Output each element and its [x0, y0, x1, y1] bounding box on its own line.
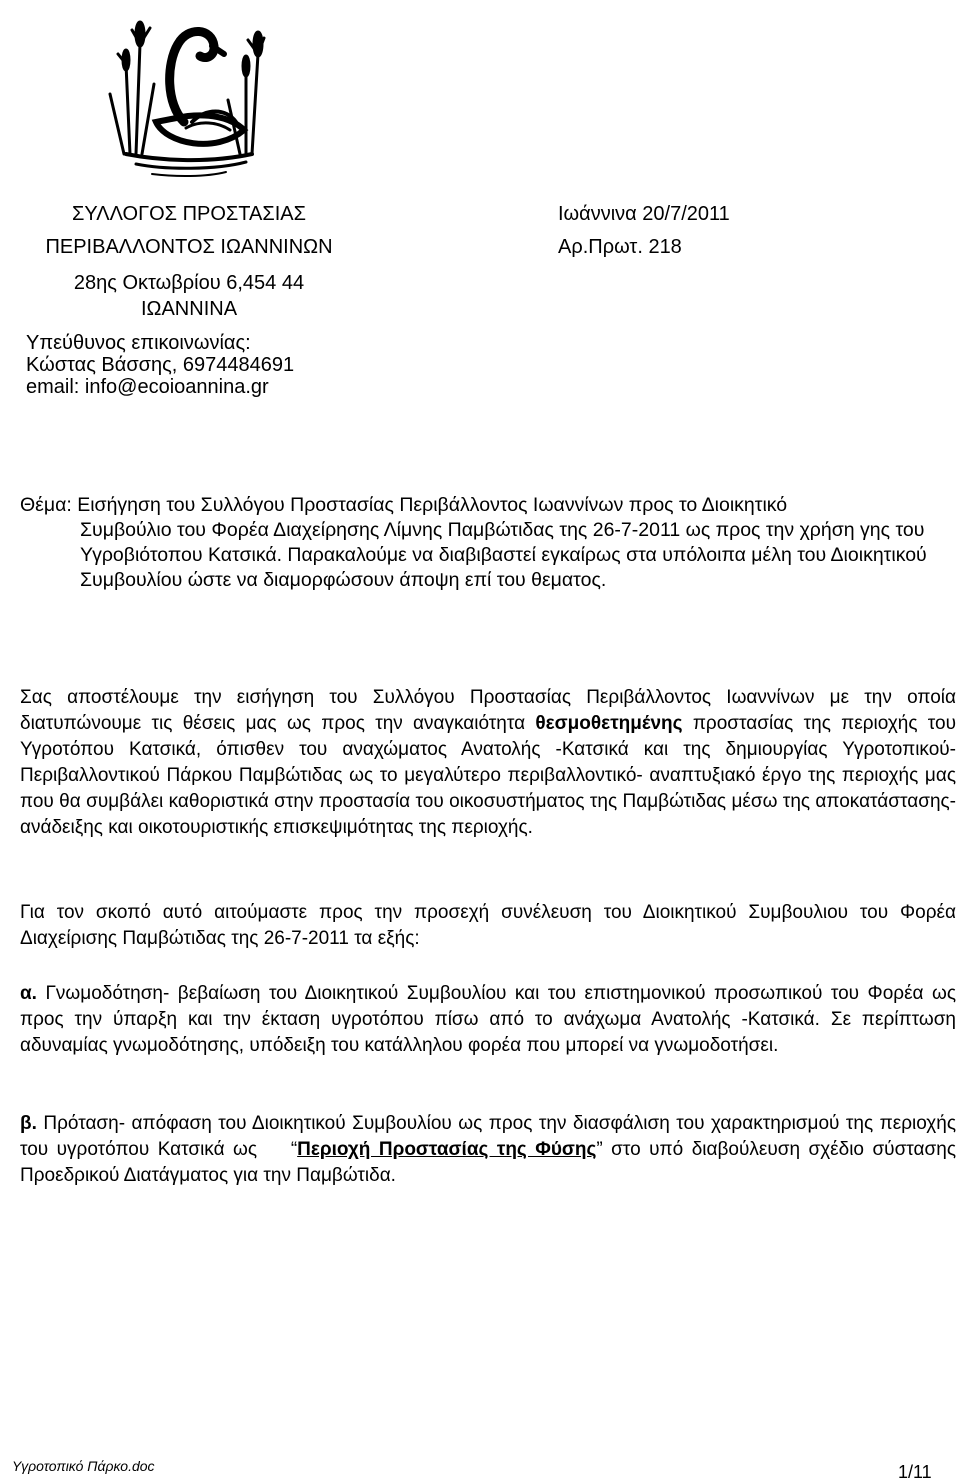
page-number: 1/11: [898, 1462, 932, 1482]
item-b-marker: β.: [20, 1113, 37, 1134]
organization-logo: [96, 4, 268, 178]
contact-email: email: info@ecoioannina.gr: [26, 376, 269, 398]
sender-address: [24, 270, 354, 322]
contact-person: Κώστας Βάσσης, 6974484691: [26, 354, 295, 376]
sender-name-line2: ΠΕΡΙΒΑΛΛΟΝΤΟΣ ΙΩΑΝΝΙΝΩΝ: [45, 236, 333, 258]
item-a-text: Γνωμοδότηση- βεβαίωση του Διοικητικού Συμβουλίου και του επιστημονικού προσωπικού του Φορέα ως προς την ύπαρξη και την έκταση υγροτόπου πίσω από το ανάχωμα Ανατολής -Κατσικά. Σε περίπτωση αδυναμίας γνωμοδότησης, υπόδειξη του κατάλληλου φορέα που μπορεί να γνωμοδοτήσει.: [20, 983, 956, 1056]
sender-city: ΙΩΑΝΝΙΝΑ: [140, 298, 238, 320]
subject-first-line: Θέμα: Εισήγηση του Συλλόγου Προστασίας Περιβάλλοντος Ιωαννίνων προς το Διοικητικό: [20, 494, 788, 516]
item-b-bold: Περιοχή Προστασίας της Φύσης: [297, 1139, 597, 1160]
item-b-text-a: Πρόταση- απόφαση του Διοικητικού Συμβουλίου ως προς την διασφάλιση του χαρακτηρισμού της περιοχής του υγροτόπου Κατσικά ως “: [20, 1113, 956, 1160]
paragraph-item-a: [20, 981, 956, 1059]
subject-rest: Συμβούλιο του Φορέα Διαχείρησης Λίμνης Παμβώτιδας της 26-7-2011 ως προς την χρήση γης του Υγροβιότοπου Κατσικά. Παρακαλούμε να διαβιβαστεί εγκαίρως στα υπόλοιπα μέλη του Διοικητικού Συμβουλίου ώστε να διαμορφώσουν άποψη επί του θεματος.: [80, 519, 927, 591]
sender-contact: [24, 332, 354, 398]
paragraph-intro-text-b: προστασίας της περιοχής του Υγροτόπου Κατσικά, όπισθεν του αναχώματος Ανατολής -Κατσικά και της δημιουργίας Υγροτοπικού- Περιβαλλοντικού Πάρκου Παμβώτιδας ως το μεγαλύτερο περιβαλλοντικό- αναπτυξιακό έργο της περιοχής μας που θα συμβάλει καθοριστικά στην προστασία του οικοσυστήματος της Παμβώτιδας μέσω της αποκατάστασης- ανάδειξης και οικοτουριστικής επισκεψιμότητας της περιοχής.: [20, 713, 957, 838]
swan-logo-icon: [96, 4, 268, 178]
subject-block: [20, 493, 940, 593]
footer-filename: Υγροτοπικό Πάρκο.doc: [12, 1458, 155, 1474]
item-a-marker: α.: [20, 983, 37, 1004]
paragraph-request: Για τον σκοπό αυτό αιτούμαστε προς την προσεχή συνέλευση του Διοικητικού Συμβουλιου του Φορέα Διαχείρισης Παμβώτιδας της 26-7-2011 τα εξής:: [20, 902, 956, 949]
sender-block: [24, 198, 354, 398]
letter-date: Ιωάννινα 20/7/2011: [558, 203, 730, 225]
contact-label: Υπεύθυνος επικοινωνίας:: [26, 332, 251, 354]
paragraph-intro: [20, 685, 956, 841]
item-b-text-b: ” στο υπό διαβούλευση σχέδιο σύστασης Προεδρικού Διατάγματος για την Παμβώτιδα.: [20, 1139, 956, 1186]
sender-street: 28ης Οκτωβρίου 6,454 44: [73, 272, 305, 294]
paragraph-intro-bold: θεσμοθετημένης: [535, 713, 683, 734]
date-block: [558, 198, 730, 264]
paragraph-intro-text-a: Σας αποστέλουμε την εισήγηση του Συλλόγου Προστασίας Περιβάλλοντος Ιωαννίνων με την οποία διατυπώνουμε τις θέσεις μας ως προς την αναγκαιότητα: [20, 687, 956, 734]
sender-name-line1: ΣΥΛΛΟΓΟΣ ΠΡΟΣΤΑΣΙΑΣ: [72, 203, 306, 225]
paragraph-item-b: [20, 1111, 956, 1189]
protocol-number: Αρ.Πρωτ. 218: [558, 236, 682, 258]
